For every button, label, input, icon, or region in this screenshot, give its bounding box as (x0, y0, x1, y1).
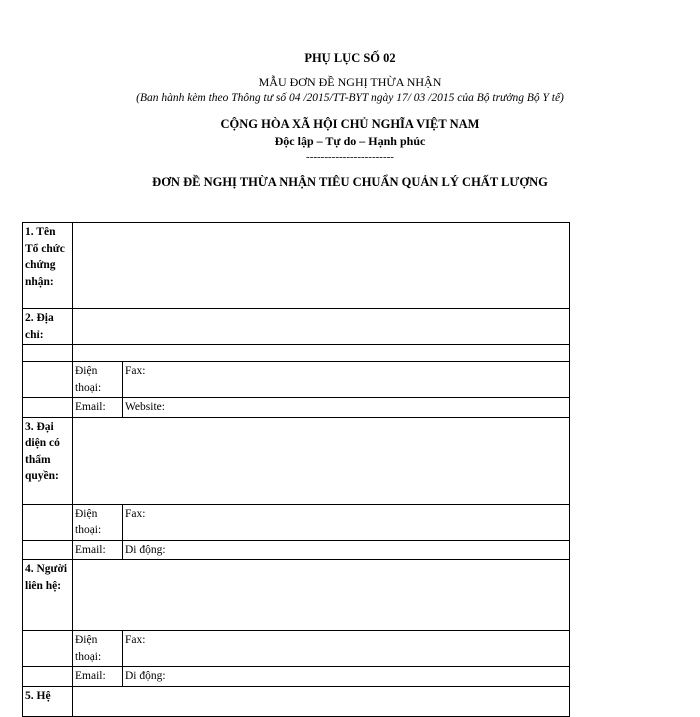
org-name-field[interactable] (73, 223, 570, 309)
form-name: MẪU ĐƠN ĐỀ NGHỊ THỪA NHẬN (258, 75, 442, 89)
contact-mobile-label: Di động: (123, 667, 570, 687)
representative-field[interactable] (73, 417, 570, 504)
representative-label: 3. Đại diện có thẩm quyền: (23, 417, 73, 504)
blank-cell (23, 631, 73, 667)
contact-phone-label: Điện thoại: (73, 631, 123, 667)
rep-phone-label: Điện thoại: (73, 504, 123, 540)
section5-label: 5. Hệ (23, 686, 73, 716)
issued-by-note: (Ban hành kèm theo Thông tư số 04 /2015/TT-BYT ngày 17/ 03 /2015 của Bộ trưởng Bộ Y tế) (136, 92, 564, 104)
org-phone-row (23, 362, 570, 398)
blank-cell (23, 667, 73, 687)
org-email-label: Email: (73, 398, 123, 418)
section5-row (23, 686, 570, 716)
section5-field[interactable] (73, 686, 570, 716)
rep-email-label: Email: (73, 540, 123, 560)
blank-cell (23, 504, 73, 540)
blank-cell (23, 540, 73, 560)
application-form-table (22, 222, 570, 717)
org-website-label: Website: (123, 398, 570, 418)
address-row (23, 309, 570, 345)
address-extra-field[interactable] (73, 345, 570, 362)
contact-phone-row (23, 631, 570, 667)
contact-row (23, 560, 570, 631)
address-extra-row (23, 345, 570, 362)
address-field[interactable] (73, 309, 570, 345)
country-name: CỘNG HÒA XÃ HỘI CHỦ NGHĨA VIỆT NAM (220, 117, 480, 131)
blank-cell (23, 362, 73, 398)
national-motto: Độc lập – Tự do – Hạnh phúc (274, 134, 426, 148)
appendix-number: PHỤ LỤC SỐ 02 (304, 51, 396, 65)
org-email-row (23, 398, 570, 418)
contact-fax-label: Fax: (123, 631, 570, 667)
org-name-row (23, 223, 570, 309)
document-title: ĐƠN ĐỀ NGHỊ THỪA NHẬN TIÊU CHUẨN QUẢN LÝ CHẤT LƯỢNG (152, 175, 548, 189)
org-phone-label: Điện thoại: (73, 362, 123, 398)
rep-mobile-label: Di động: (123, 540, 570, 560)
blank-cell (23, 398, 73, 418)
contact-email-label: Email: (73, 667, 123, 687)
rep-phone-row (23, 504, 570, 540)
contact-label: 4. Người liên hệ: (23, 560, 73, 631)
contact-email-row (23, 667, 570, 687)
separator-rule: ------------------------ (306, 151, 394, 163)
representative-row (23, 417, 570, 504)
blank-cell (23, 345, 73, 362)
rep-email-row (23, 540, 570, 560)
rep-fax-label: Fax: (123, 504, 570, 540)
org-fax-label: Fax: (123, 362, 570, 398)
org-name-label: 1. Tên Tổ chức chứng nhận: (23, 223, 73, 309)
address-label: 2. Địa chỉ: (23, 309, 73, 345)
contact-field[interactable] (73, 560, 570, 631)
